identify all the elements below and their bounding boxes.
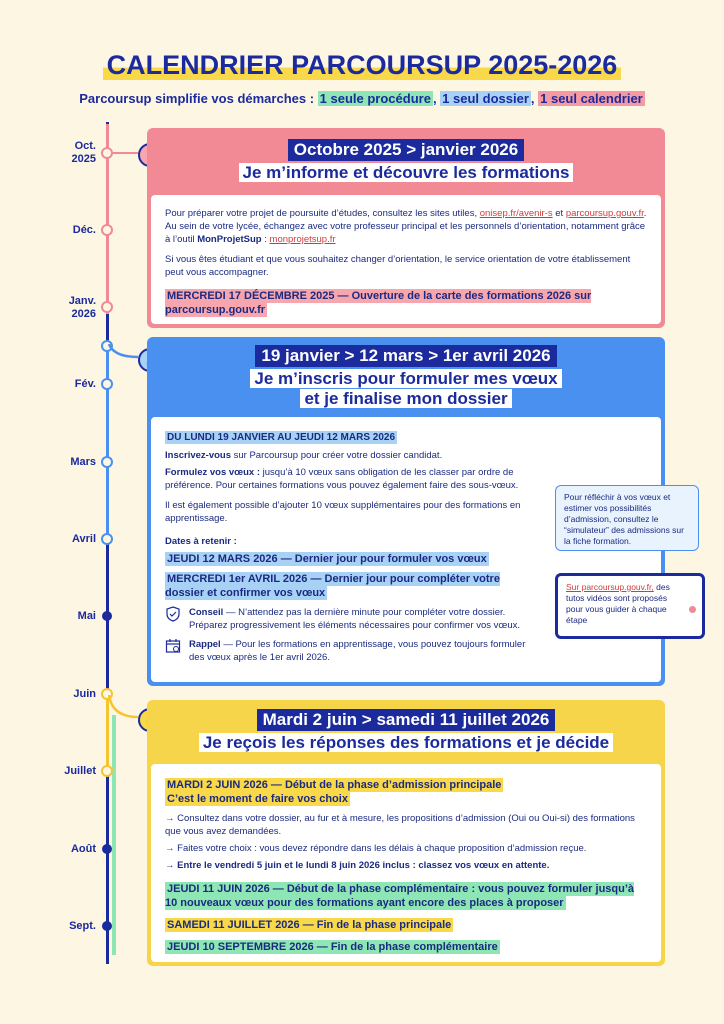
phase-3-bullet-2: → Faites votre choix : vous devez répondre dans les délais à chaque proposition d’admission reçue. [165,843,587,854]
month-avril: Avril [71,533,96,545]
month-dec: Déc. [72,224,96,236]
page-subtitle: Parcoursup simplifie vos démarches : 1 seule procédure , 1 seul dossier , 1 seul calendrier [79,91,643,106]
phase-3-key-date-3: SAMEDI 11 JUILLET 2026 — Fin de la phase principale [167,919,452,931]
parcoursup-link[interactable]: parcoursup.gouv.fr [565,208,644,219]
tablet-button-icon [689,606,696,613]
phase-2-apprentissage: Il est également possible d’ajouter 10 vœux supplémentaires pour des formations en apprentissage. [165,500,521,524]
phase-3-bullet-1: → Consultez dans votre dossier, au fur et à mesure, les propositions d’admission (Oui ou Oui-si) des formations que vous avez demandées. [165,813,635,837]
timeline-dot-juillet [101,765,113,777]
month-mars: Mars [70,456,96,468]
phase-2-inscription: Inscrivez-vous sur Parcoursup pour créer votre dossier candidat. [165,450,443,461]
subtitle-calendrier: 1 seul calendrier [540,91,643,106]
month-fev: Fév. [74,378,96,390]
phase-3-key-date-4: JEUDI 10 SEPTEMBRE 2026 — Fin de la phase complémentaire [167,941,498,953]
phase-2-conseil: Conseil — N’attendez pas la dernière minute pour compléter votre dossier. Préparez progressivement les éléments nécessaires pour confirmer vos vœux. [165,606,537,632]
page-title: CALENDRIER PARCOURSUP 2025-2026 [0,50,724,81]
month-sept: Sept. [69,920,96,932]
month-juillet: Juillet [64,765,96,777]
timeline-segment-blue [106,340,109,540]
connector-3 [106,695,140,723]
timeline-dot-janv [101,301,113,313]
timeline-dot-mai [102,611,112,621]
phase-1-card [147,128,665,328]
tutos-tablet: Sur parcoursup.gouv.fr, des tutos vidéos sont proposés pour vous guider à chaque étape [555,573,705,639]
phase-3-card [147,700,665,966]
timeline-dot-fev [101,378,113,390]
tablet-parcoursup-link[interactable]: Sur parcoursup.gouv.fr, [566,582,654,592]
phase-3-bullet-3: → Entre le vendredi 5 juin et le lundi 8 juin 2026 inclus : classez vos vœux en attente. [165,860,550,871]
phase-2-key-date-2: MERCREDI 1er AVRIL 2026 — Dernier jour pour compléter votre dossier et confirmer vos vœux [165,573,500,599]
subtitle-procedure: 1 seule procédure [319,91,431,106]
timeline-segment-green [112,715,116,955]
phase-2-heading: Je m’inscris pour formuler mes vœux et je finalise mon dossier [147,369,665,409]
timeline-dot-dec [101,224,113,236]
phase-1-body [151,195,661,324]
phase-3-key-date-1: MARDI 2 JUIN 2026 — Début de la phase d’admission principale C’est le moment de faire vos choix [167,779,502,805]
month-mai: Mai [77,610,96,622]
phase-1-paragraph-2: Si vous êtes étudiant et que vous souhaitez changer d’orientation, le service orientation de votre établissement peut vous accompagner. [165,254,631,278]
month-oct: Oct. 2025 [71,140,96,165]
phase-2-key-date-1: JEUDI 12 MARS 2026 — Dernier jour pour formuler vos vœux [167,553,487,565]
connector-1 [112,152,138,154]
phase-1-dates: Octobre 2025 > janvier 2026 [288,139,524,161]
onisep-link[interactable]: onisep.fr/avenir-s [479,208,553,219]
phase-2-dates-label: Dates à retenir : [165,536,237,547]
month-juin: Juin [73,688,96,700]
connector-2 [106,344,140,360]
phase-1-paragraph-1: Pour préparer votre projet de poursuite d’études, consultez les sites utiles, onisep.fr/avenir-s et parcoursup.gouv.fr. Au sein de votre lycée, échangez avec votre professeur principal et les personnels d’orientation, notamment grâce à l’outil MonProjetSup : monprojetsup.fr [165,208,647,245]
shield-check-icon [165,606,181,622]
month-aout: Août [70,843,96,855]
timeline-dot-avril [101,533,113,545]
timeline-dot-aout [102,844,112,854]
monprojetsup-link[interactable]: monprojetsup.fr [269,234,336,245]
phase-1-heading: Je m’informe et découvre les formations [147,163,665,183]
timeline-dot-sept [102,921,112,931]
timeline-dot-mars [101,456,113,468]
subtitle-dossier: 1 seul dossier [442,91,529,106]
phase-3-dates: Mardi 2 juin > samedi 11 juillet 2026 [257,709,556,731]
phase-3-body [151,764,661,962]
phase-3-key-date-2: JEUDI 11 JUIN 2026 — Début de la phase complémentaire : vous pouvez formuler jusqu’à 10 nouveaux vœux pour des formations ayant encore des places à proposer [165,883,635,909]
phase-2-period: DU LUNDI 19 JANVIER AU JEUDI 12 MARS 2026 [167,432,396,443]
simulateur-note: Pour réfléchir à vos vœux et estimer vos possibilités d’admission, consultez le “simulateur” des admissions sur la fiche formation. [555,485,699,551]
phase-3-heading: Je reçois les réponses des formations et je décide [147,733,665,753]
phase-2-voeux: Formulez vos vœux : jusqu’à 10 vœux sans obligation de les classer par ordre de préférence. Pour certaines formations vous pouvez également faire des sous-vœux. [165,467,519,491]
calendar-icon [165,638,181,654]
phase-2-dates: 19 janvier > 12 mars > 1er avril 2026 [255,345,556,367]
phase-2-rappel: Rappel — Pour les formations en apprentissage, vous pouvez toujours formuler des vœux après le 1er avril 2026. [165,638,537,664]
phase-1-key-date: MERCREDI 17 DÉCEMBRE 2025 — Ouverture de la carte des formations 2026 sur parcoursup.gouv.fr [165,290,592,316]
month-janv: Janv. 2026 [68,295,96,320]
